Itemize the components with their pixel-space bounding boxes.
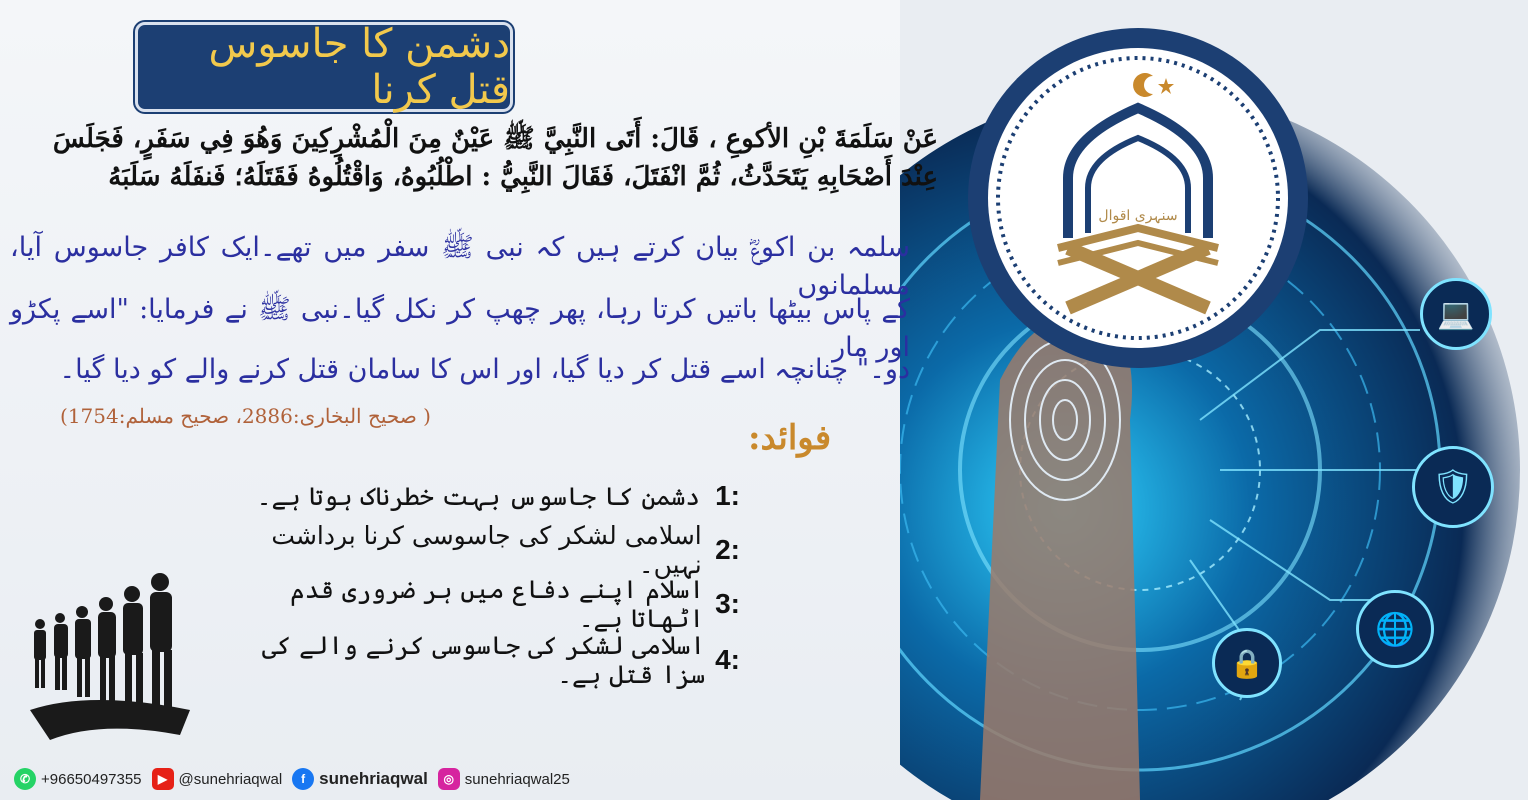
urdu-line-1: سلمہ بن اکوعؓ بیان کرتے ہیں کہ نبی ﷺ سفر میں تھے۔ایک کافر جاسوس آیا، مسلمانوں (10, 232, 910, 301)
facebook-link[interactable] (292, 768, 428, 790)
benefit-item (230, 476, 740, 516)
hadith-reference: ( صحیح البخاری:2886، صحیح مسلم:1754) (60, 404, 431, 428)
youtube-link[interactable] (152, 768, 283, 790)
benefit-number: 2: (715, 534, 740, 565)
instagram-icon: ◎ (438, 768, 460, 790)
facebook-icon: f (292, 768, 314, 790)
whatsapp-number: +96650497355 (41, 770, 142, 788)
laptop-icon: 💻 (1420, 278, 1492, 350)
logo-text: سنہری اقوال (1098, 208, 1178, 224)
urdu-line-3: دو۔" چنانچہ اسے قتل کر دیا گیا، اور اس کا سامان قتل کرنے والے کو دیا گیا۔ (59, 354, 910, 385)
globe-icon: 🌐 (1356, 590, 1434, 668)
page-title: دشمن کا جاسوس قتل کرنا (208, 21, 510, 113)
facebook-handle: sunehriaqwal (319, 769, 428, 788)
safe-icon: 🔒 (1212, 628, 1282, 698)
benefit-text: دشمن کا جاسوس بہت خطرناک ہوتا ہے۔ (256, 481, 700, 511)
benefit-item (230, 575, 740, 633)
soldiers-silhouette (10, 560, 210, 750)
urdu-line-2: کے پاس بیٹھا باتیں کرتا رہا، پھر چھپ کر نکل گیا۔نبی ﷺ نے فرمایا: "اسے پکڑو اور مار (10, 294, 910, 363)
benefit-item (230, 521, 740, 579)
arabic-line-2: عِنْدَ أَصْحَابِهِ يَتَحَدَّثُ، ثُمَّ انْفَتَلَ، فَقَالَ النَّبِيُّ : اطْلُبُوهُ، وَاقْتُلُوهُ فَقَتَلَهُ؛ فَنفَلَهُ سَلَبَهُ (108, 162, 938, 192)
benefits-heading: فوائد: (748, 418, 832, 458)
arabic-line-1: عَنْ سَلَمَةَ بْنِ الأكوعِ ، قَالَ: أَتَى النَّبِيَّ ﷺ عَيْنٌ مِنَ الْمُشْرِكِينَ وَهُوَ فِي سَفَرٍ، فَجَلَسَ (52, 124, 938, 154)
instagram-handle: sunehriaqwal25 (464, 770, 570, 788)
logo (988, 48, 1288, 348)
benefit-number: 4: (715, 644, 740, 675)
whatsapp-contact[interactable] (14, 768, 142, 790)
benefit-text: اسلامی لشکر کی جاسوسی کرنا برداشت نہیں۔ (271, 521, 702, 579)
youtube-handle: @sunehriaqwal (178, 770, 283, 788)
title-banner (135, 22, 513, 112)
shield-lock-icon: 🛡 (1412, 446, 1494, 528)
social-footer (0, 758, 1528, 800)
benefit-text: اسلام اپنے دفاع میں ہر ضروری قدم اٹھاتا ہے۔ (290, 575, 704, 633)
whatsapp-icon: ✆ (14, 768, 36, 790)
youtube-icon: ▶ (152, 768, 174, 790)
benefit-item (230, 631, 740, 689)
benefit-number: 1: (715, 480, 740, 511)
benefit-number: 3: (715, 588, 740, 619)
benefit-text: اسلامی لشکر کی جاسوسی کرنے والے کی سزا قتل ہے۔ (261, 631, 706, 689)
instagram-link[interactable] (438, 768, 570, 790)
